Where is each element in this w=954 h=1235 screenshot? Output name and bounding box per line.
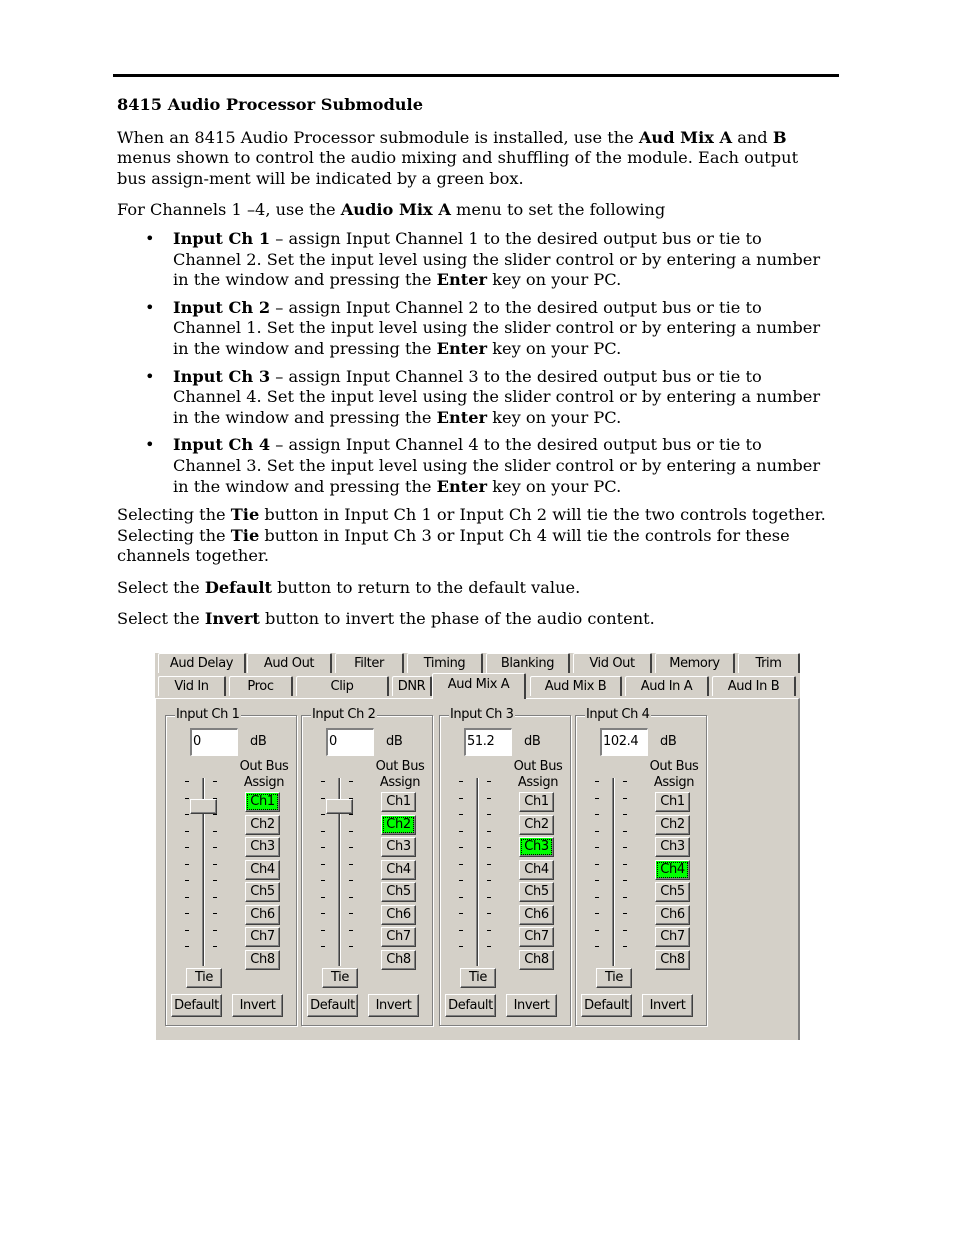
out-bus-ch3-button[interactable] [245, 837, 280, 857]
out-bus-ch1-button[interactable] [381, 792, 416, 812]
tie-button[interactable]: Tie [460, 968, 496, 988]
slider-tick [321, 814, 325, 815]
slider-tick [487, 864, 491, 865]
slider-tick [595, 831, 599, 832]
header-rule [113, 74, 839, 77]
invert-button[interactable]: Invert [506, 994, 557, 1017]
group-title: Input Ch 1 [176, 707, 240, 722]
slider-tick [487, 847, 491, 848]
channel-button-label: Ch7 [386, 929, 411, 944]
slider-tick [321, 897, 325, 898]
channel-button-label: Ch7 [524, 929, 549, 944]
out-bus-ch2-button[interactable] [655, 815, 690, 835]
bullet: • [145, 228, 155, 248]
slider-tick [349, 897, 353, 898]
slider-tick [623, 946, 627, 947]
level-input[interactable]: 0 [190, 728, 238, 756]
list-item: • Input Ch 2 – assign Input Channel 2 to the desired output bus or tie to Channel 1. Set the input level using the slider control or by entering a number in the window and pressing the Enter key on your PC. [145, 297, 821, 358]
slider-tick [595, 798, 599, 799]
invert-paragraph: Select the Invert button to invert the phase of the audio content. [117, 609, 655, 629]
channel-button-label: Ch8 [660, 951, 685, 967]
slider-tick [487, 913, 491, 914]
channel-button-label: Ch4 [657, 862, 687, 878]
slider-tick [459, 798, 463, 799]
slider-tick [321, 946, 325, 947]
out-bus-ch8-button[interactable] [655, 950, 690, 970]
slider-tick [321, 913, 325, 914]
channel-button-label: Ch5 [660, 884, 685, 899]
slider-tick [321, 798, 325, 799]
tab-clip[interactable]: Clip [296, 676, 389, 696]
tie-button[interactable]: Tie [186, 968, 222, 988]
out-bus-assign-label [234, 759, 294, 791]
level-slider-track[interactable] [476, 778, 479, 966]
slider-tick [623, 930, 627, 931]
slider-tick [623, 864, 627, 865]
tab-aud-in-b[interactable]: Aud In B [712, 676, 796, 696]
tab-trim[interactable]: Trim [738, 653, 800, 673]
channel-button-label: Ch8 [524, 951, 549, 967]
audio-mix-screenshot [155, 653, 800, 1040]
input-ch-3-group [439, 707, 571, 1026]
list-item: • Input Ch 4 – assign Input Channel 4 to the desired output bus or tie to Channel 3. Set the input level using the slider control or by entering a number in the window and pressing the Enter key on your PC. [145, 435, 821, 496]
level-input[interactable]: 51.2 [464, 728, 512, 756]
assign-label: Assign [243, 775, 285, 790]
db-unit-label: dB [660, 734, 677, 749]
slider-tick [213, 946, 217, 947]
out-bus-ch7-button[interactable] [655, 927, 690, 947]
out-bus-ch4-button[interactable] [519, 860, 554, 880]
level-input[interactable]: 0 [326, 728, 374, 756]
tab-aud-out[interactable]: Aud Out [247, 653, 332, 673]
channel-button-label: Ch6 [524, 906, 549, 922]
out-bus-assign-label [644, 759, 704, 791]
channel-button-label: Ch5 [524, 884, 549, 899]
channel-button-label: Ch6 [386, 906, 411, 922]
slider-tick [213, 913, 217, 914]
channel-button-label: Ch5 [250, 884, 275, 899]
out-bus-ch2-button[interactable] [381, 815, 416, 835]
slider-tick [459, 880, 463, 881]
out-bus-ch3-button[interactable] [381, 837, 416, 857]
invert-button[interactable]: Invert [232, 994, 283, 1017]
slider-tick [595, 913, 599, 914]
slider-tick [349, 831, 353, 832]
slider-tick [213, 880, 217, 881]
slider-tick [623, 831, 627, 832]
slider-tick [213, 864, 217, 865]
out-bus-ch7-button[interactable] [519, 927, 554, 947]
slider-tick [213, 930, 217, 931]
input-channel-list [117, 229, 832, 497]
out-bus-ch1-button[interactable] [245, 792, 280, 812]
slider-tick [487, 831, 491, 832]
slider-tick [349, 864, 353, 865]
assign-label: Assign [379, 775, 421, 790]
list-item: • Input Ch 1 – assign Input Channel 1 to the desired output bus or tie to Channel 2. Set the input level using the slider control or by entering a number in the window and pressing the Enter key on your PC. [145, 228, 821, 290]
out-bus-ch7-button[interactable] [381, 927, 416, 947]
channel-button-label: Ch1 [247, 794, 277, 810]
slider-tick [623, 880, 627, 881]
group-title: Input Ch 4 [586, 707, 650, 722]
slider-tick [459, 781, 463, 782]
slider-tick [595, 946, 599, 947]
channel-button-label: Ch3 [250, 839, 275, 854]
channels-intro-paragraph: For Channels 1 –4, use the Audio Mix A menu to set the following [117, 200, 666, 220]
out-bus-ch3-button[interactable] [519, 837, 554, 857]
channel-button-label: Ch2 [524, 816, 549, 832]
slider-tick [349, 781, 353, 782]
slider-tick [213, 831, 217, 832]
default-button[interactable]: Default [445, 994, 496, 1017]
slider-tick [487, 798, 491, 799]
slider-tick [459, 946, 463, 947]
level-slider-thumb[interactable] [326, 799, 353, 814]
slider-tick [623, 814, 627, 815]
slider-tick [213, 781, 217, 782]
slider-tick [321, 930, 325, 931]
out-bus-ch7-button[interactable] [245, 927, 280, 947]
slider-tick [349, 880, 353, 881]
slider-tick [321, 831, 325, 832]
channel-button-label: Ch2 [383, 817, 413, 833]
channel-button-label: Ch2 [250, 816, 275, 832]
slider-tick [185, 880, 189, 881]
slider-tick [349, 946, 353, 947]
tab-vid-in[interactable]: Vid In [158, 676, 226, 696]
channel-button-label: Ch8 [386, 951, 411, 967]
out-bus-ch5-button[interactable] [655, 882, 690, 902]
slider-tick [349, 913, 353, 914]
channel-button-label: Ch1 [386, 794, 411, 809]
slider-tick [321, 880, 325, 881]
channel-button-label: Ch4 [250, 861, 275, 877]
tab-timing[interactable]: Timing [407, 653, 483, 673]
slider-tick [185, 831, 189, 832]
level-slider-thumb[interactable] [190, 799, 217, 814]
bullet: • [145, 297, 155, 317]
slider-tick [185, 897, 189, 898]
out-bus-label: Out Bus [239, 759, 289, 774]
assign-label: Assign [517, 775, 559, 790]
intro-paragraph: When an 8415 Audio Processor submodule is installed, use the Aud Mix A and B menus shown to control the audio mixing and shuffling of the module. Each output bus assign-ment will be indicated by a green box. [117, 127, 799, 188]
slider-tick [321, 864, 325, 865]
out-bus-ch4-button[interactable] [381, 860, 416, 880]
slider-tick [185, 930, 189, 931]
group-title: Input Ch 3 [450, 707, 514, 722]
out-bus-ch5-button[interactable] [245, 882, 280, 902]
bullet: • [145, 435, 155, 455]
channel-button-label: Ch3 [521, 839, 551, 855]
channel-button-label: Ch7 [660, 929, 685, 944]
slider-tick [185, 847, 189, 848]
channel-button-label: Ch3 [660, 839, 685, 854]
bullet: • [145, 366, 155, 386]
channel-button-label: Ch6 [660, 906, 685, 922]
input-ch-2-group [301, 707, 433, 1026]
level-input[interactable]: 102.4 [600, 728, 648, 756]
slider-tick [185, 798, 189, 799]
invert-button[interactable]: Invert [368, 994, 419, 1017]
slider-tick [459, 814, 463, 815]
tab-aud-mix-a[interactable]: Aud Mix A [432, 673, 526, 699]
slider-tick [595, 847, 599, 848]
default-button[interactable]: Default [581, 994, 632, 1017]
out-bus-ch3-button[interactable] [655, 837, 690, 857]
input-ch-1-group [165, 707, 297, 1026]
out-bus-ch6-button[interactable] [519, 905, 554, 925]
out-bus-ch8-button[interactable] [519, 950, 554, 970]
out-bus-assign-label [370, 759, 430, 791]
slider-tick [213, 847, 217, 848]
out-bus-ch6-button[interactable] [381, 905, 416, 925]
out-bus-ch2-button[interactable] [519, 815, 554, 835]
document-body [117, 95, 832, 641]
out-bus-ch4-button[interactable] [245, 860, 280, 880]
group-title: Input Ch 2 [312, 707, 376, 722]
tab-aud-in-a[interactable]: Aud In A [625, 676, 709, 696]
slider-tick [623, 798, 627, 799]
channel-button-label: Ch3 [386, 839, 411, 854]
input-ch-4-group [575, 707, 707, 1026]
channel-button-label: Ch2 [660, 816, 685, 832]
out-bus-ch5-button[interactable] [381, 882, 416, 902]
channel-button-label: Ch1 [660, 794, 685, 809]
slider-tick [185, 946, 189, 947]
out-bus-ch2-button[interactable] [245, 815, 280, 835]
slider-tick [185, 864, 189, 865]
invert-button[interactable]: Invert [642, 994, 693, 1017]
db-unit-label: dB [386, 734, 403, 749]
slider-tick [595, 864, 599, 865]
slider-tick [623, 847, 627, 848]
out-bus-ch1-button[interactable] [655, 792, 690, 812]
slider-tick [213, 897, 217, 898]
slider-tick [595, 930, 599, 931]
slider-tick [623, 781, 627, 782]
slider-tick [459, 897, 463, 898]
out-bus-ch4-button[interactable] [655, 860, 690, 880]
tab-blanking[interactable]: Blanking [486, 653, 570, 673]
tie-paragraph: Selecting the Tie button in Input Ch 1 or Input Ch 2 will tie the two controls together. Selecting the Tie button in Input Ch 3 or Input Ch 4 will tie the controls for these channels together. [117, 505, 826, 566]
list-item: • Input Ch 3 – assign Input Channel 3 to the desired output bus or tie to Channel 4. Set the input level using the slider control or by entering a number in the window and pressing the Enter key on your PC. [145, 366, 821, 427]
default-button[interactable]: Default [307, 994, 358, 1017]
channel-button-label: Ch4 [386, 861, 411, 877]
out-bus-label: Out Bus [649, 759, 699, 774]
channel-button-label: Ch8 [250, 951, 275, 967]
channel-button-label: Ch7 [250, 929, 275, 944]
out-bus-label: Out Bus [513, 759, 563, 774]
slider-tick [321, 781, 325, 782]
slider-tick [459, 847, 463, 848]
slider-tick [459, 864, 463, 865]
channel-button-label: Ch5 [386, 884, 411, 899]
channel-button-label: Ch1 [524, 794, 549, 809]
slider-tick [459, 831, 463, 832]
tab-vid-out[interactable]: Vid Out [573, 653, 652, 673]
tie-button[interactable]: Tie [596, 968, 632, 988]
slider-tick [185, 781, 189, 782]
channel-button-label: Ch6 [250, 906, 275, 922]
out-bus-ch5-button[interactable] [519, 882, 554, 902]
out-bus-assign-label [508, 759, 568, 791]
slider-tick [595, 880, 599, 881]
tab-dnr[interactable]: DNR [392, 676, 432, 696]
slider-tick [487, 880, 491, 881]
slider-tick [487, 781, 491, 782]
slider-tick [321, 847, 325, 848]
tie-button[interactable]: Tie [322, 968, 358, 988]
tab-filter[interactable]: Filter [335, 653, 404, 673]
tab-aud-mix-b[interactable]: Aud Mix B [530, 676, 622, 696]
level-slider-track[interactable] [612, 778, 615, 966]
slider-tick [595, 814, 599, 815]
db-unit-label: dB [524, 734, 541, 749]
slider-tick [349, 930, 353, 931]
slider-tick [595, 897, 599, 898]
section-heading: 8415 Audio Processor Submodule [117, 95, 423, 114]
assign-label: Assign [653, 775, 695, 790]
slider-tick [487, 946, 491, 947]
slider-tick [185, 814, 189, 815]
out-bus-ch8-button[interactable] [245, 950, 280, 970]
default-paragraph: Select the Default button to return to the default value. [117, 577, 581, 597]
out-bus-ch6-button[interactable] [655, 905, 690, 925]
out-bus-ch1-button[interactable] [519, 792, 554, 812]
slider-tick [185, 913, 189, 914]
tab-aud-delay[interactable]: Aud Delay [158, 653, 246, 673]
tab-proc[interactable]: Proc [229, 676, 293, 696]
slider-tick [595, 781, 599, 782]
slider-tick [623, 913, 627, 914]
out-bus-ch6-button[interactable] [245, 905, 280, 925]
slider-tick [459, 913, 463, 914]
slider-tick [487, 897, 491, 898]
out-bus-ch8-button[interactable] [381, 950, 416, 970]
slider-tick [487, 814, 491, 815]
slider-tick [623, 897, 627, 898]
slider-tick [487, 930, 491, 931]
slider-tick [349, 847, 353, 848]
default-button[interactable]: Default [171, 994, 222, 1017]
out-bus-label: Out Bus [375, 759, 425, 774]
tab-memory[interactable]: Memory [655, 653, 735, 673]
db-unit-label: dB [250, 734, 267, 749]
channel-button-label: Ch4 [524, 861, 549, 877]
slider-tick [459, 930, 463, 931]
